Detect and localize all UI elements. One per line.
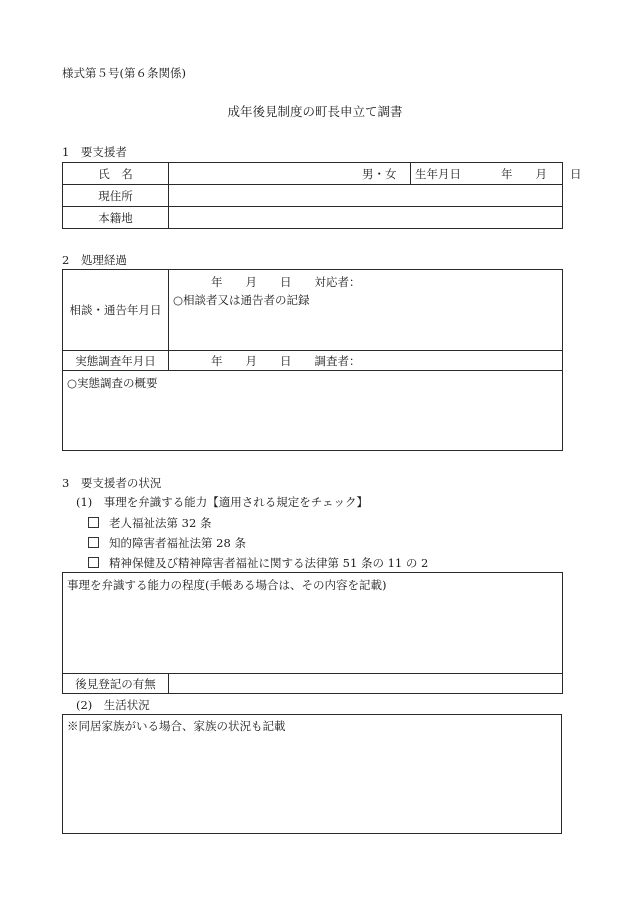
ability-table [62, 572, 563, 694]
checkbox[interactable] [88, 557, 99, 568]
ability-field[interactable] [63, 573, 563, 674]
birth-cell[interactable] [411, 163, 582, 185]
birth-date: 年 月 日 [501, 166, 582, 181]
domicile-field[interactable] [169, 207, 563, 229]
section3-heading: 3 要支援者の状況 [62, 476, 162, 490]
sex-option[interactable]: 男・女 [349, 163, 411, 185]
ability-box-label: 事理を弁識する能力の程度(手帳ある場合は、その内容を記載) [67, 578, 387, 592]
name-field[interactable] [169, 163, 349, 185]
address-field[interactable] [169, 185, 563, 207]
consult-date-line: 年 月 日 対応者： [211, 275, 361, 289]
check-item[interactable]: 知的障害者福祉法第 28 条 [88, 536, 246, 550]
guardian-label: 後見登記の有無 [63, 674, 169, 694]
process-table [62, 269, 563, 451]
living-box-label: ※同居家族がいる場合、家族の状況も記載 [67, 719, 286, 733]
survey-summary: ○実態調査の概要 [67, 376, 158, 390]
consult-label: 相談・通告年月日 [63, 270, 169, 351]
checkbox[interactable] [88, 517, 99, 528]
client-info-table [62, 162, 582, 229]
domicile-label: 本籍地 [63, 207, 169, 229]
living-field[interactable] [62, 714, 562, 834]
name-label: 氏 名 [63, 163, 169, 185]
section2-heading: 2 処理経過 [62, 253, 127, 267]
survey-summary-field[interactable] [63, 371, 563, 451]
form-number: 様式第５号(第６条関係) [62, 66, 186, 80]
address-label: 現住所 [63, 185, 169, 207]
checkbox[interactable] [88, 537, 99, 548]
consult-field[interactable] [169, 270, 563, 351]
consult-record: ○相談者又は通告者の記録 [173, 293, 310, 307]
survey-date-line[interactable]: 年 月 日 調査者： [169, 351, 563, 371]
guardian-field[interactable] [169, 674, 563, 694]
check-item[interactable]: 精神保健及び精神障害者福祉に関する法律第 51 条の 11 の 2 [88, 556, 428, 570]
page-title: 成年後見制度の町長申立て調書 [227, 104, 403, 119]
ability-subheading: (1) 事理を弁識する能力【適用される規定をチェック】 [76, 495, 368, 509]
check-item[interactable]: 老人福祉法第 32 条 [88, 516, 211, 530]
birth-label: 生年月日 [415, 166, 461, 181]
survey-label: 実態調査年月日 [63, 351, 169, 371]
section1-heading: 1 要支援者 [62, 145, 127, 159]
living-subheading: (2) 生活状況 [76, 698, 150, 712]
